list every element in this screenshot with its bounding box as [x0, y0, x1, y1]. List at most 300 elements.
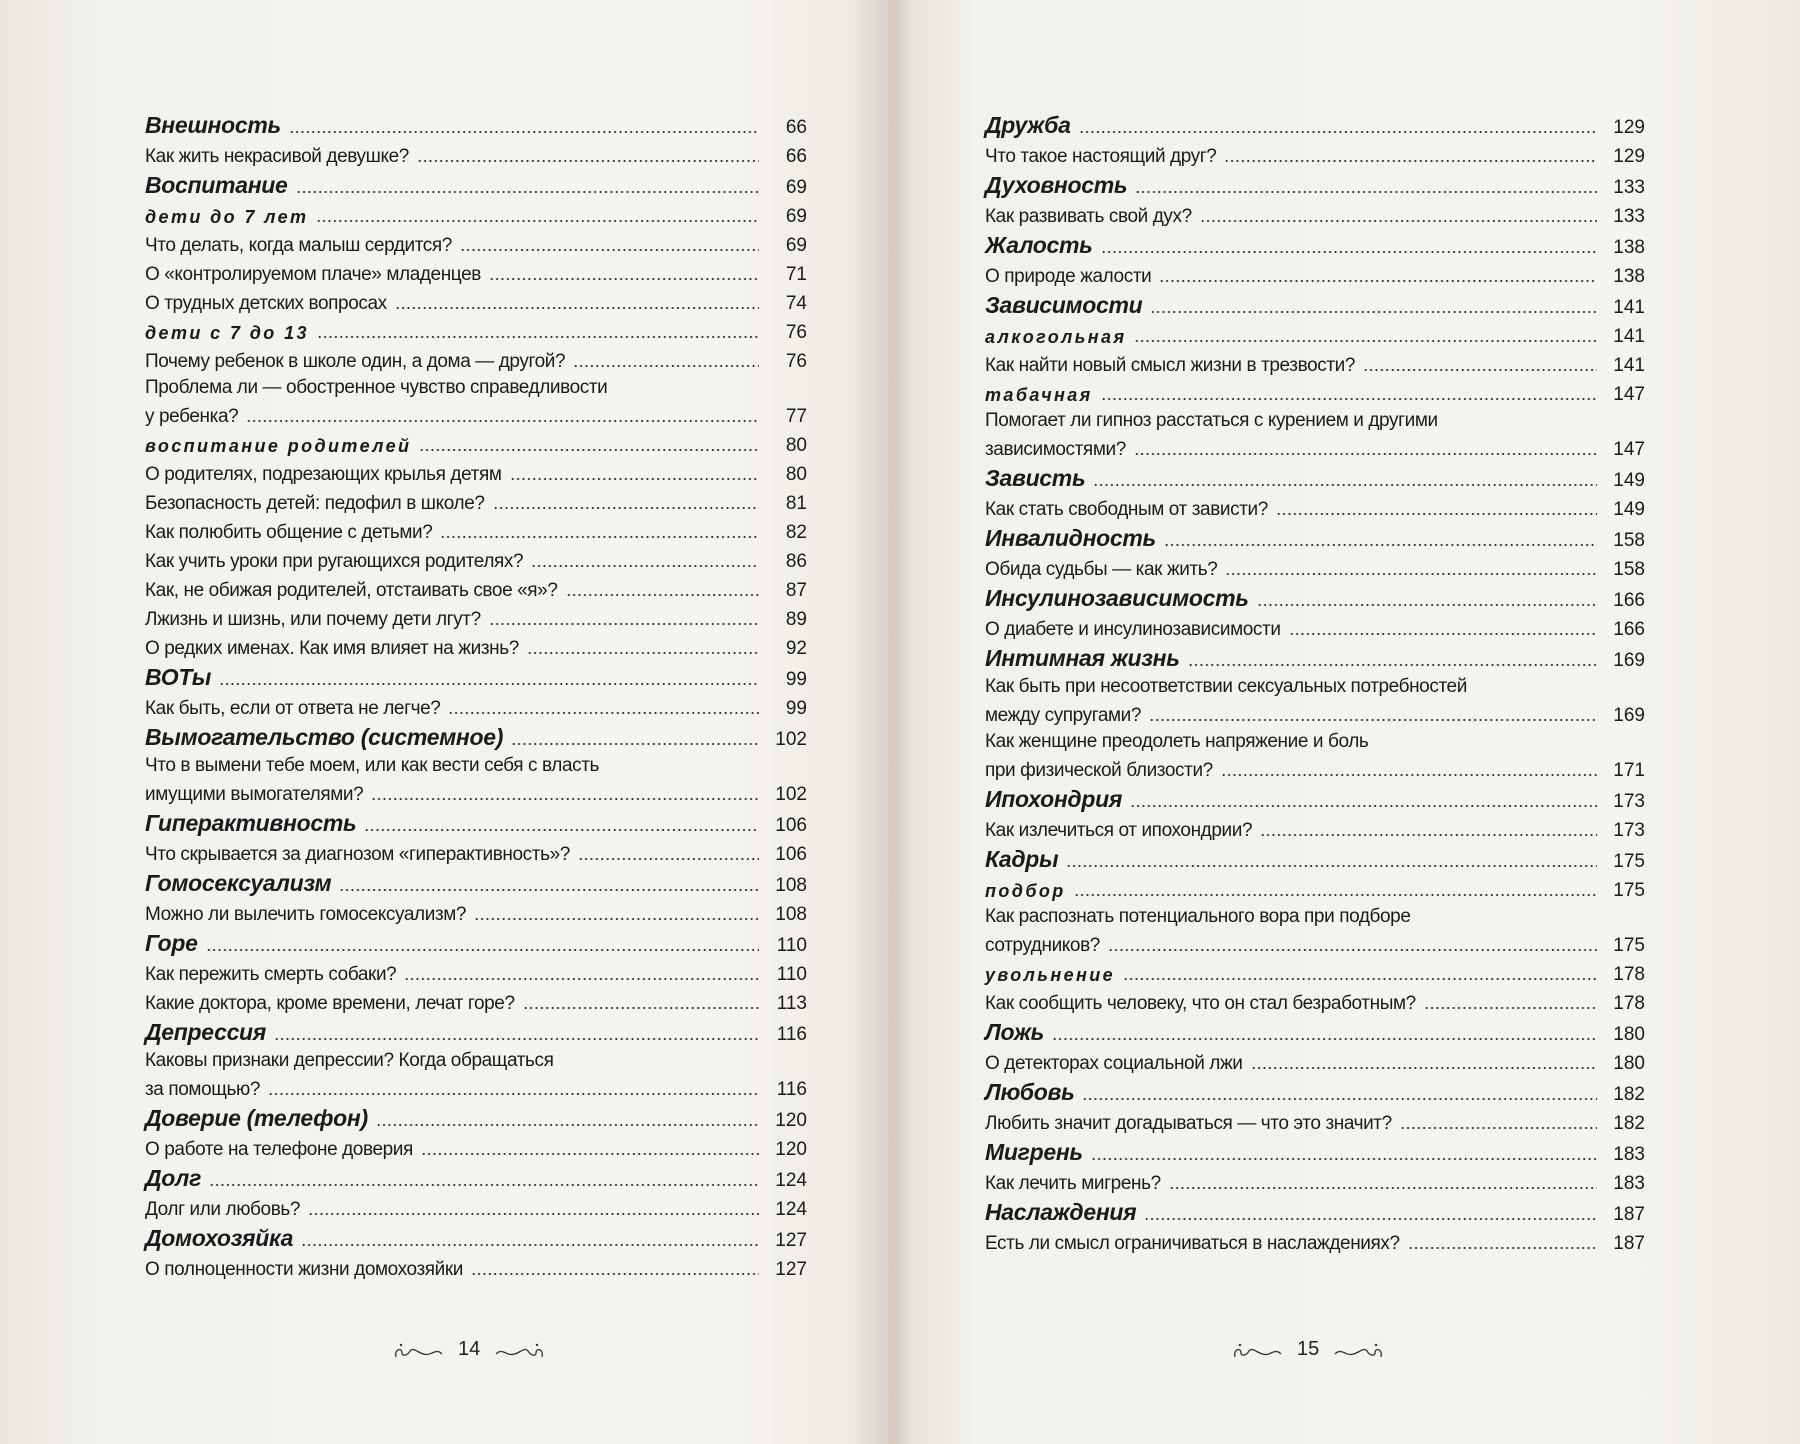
entry-page-number: 82 [785, 522, 807, 543]
dot-leader [511, 742, 759, 746]
entry-page-number: 69 [785, 177, 807, 198]
toc-line [145, 573, 807, 602]
dot-leader [1135, 190, 1597, 194]
entry-page-number: 124 [775, 1199, 807, 1220]
toc-line [145, 602, 807, 631]
toc-line [145, 1161, 807, 1192]
entry-page-number: 138 [1613, 266, 1645, 287]
dot-leader [510, 477, 760, 481]
entry-page-number: 102 [775, 784, 807, 805]
toc-heading [145, 660, 807, 691]
entry-title: Как стать свободным от зависти? [985, 499, 1268, 520]
entry-page-number: 183 [1613, 1144, 1645, 1165]
entry-title: Доверие (телефон) [145, 1105, 368, 1131]
toc-line [145, 631, 807, 660]
toc-line [145, 866, 807, 897]
toc-line [985, 199, 1645, 228]
entry-title: алкогольная [985, 327, 1127, 347]
entry-page-number: 120 [775, 1110, 807, 1131]
toc-subheading [145, 315, 807, 344]
dot-leader [339, 888, 759, 892]
toc-heading [985, 521, 1645, 552]
dot-leader [1149, 718, 1597, 722]
entry-page-number: 182 [1613, 1084, 1645, 1105]
toc-item [985, 813, 1645, 842]
entry-page-number: 147 [1613, 439, 1645, 460]
toc-line [985, 782, 1645, 813]
dot-leader [316, 219, 759, 223]
entry-title: Ложь [985, 1019, 1044, 1045]
entry-title: Можно ли вылечить гомосексуализм? [145, 904, 467, 925]
toc-item [145, 344, 807, 373]
entry-title: Как сообщить человеку, что он стал безработным? [985, 993, 1416, 1014]
toc-line [985, 1195, 1645, 1226]
dot-leader [246, 419, 759, 423]
entry-page-number: 116 [776, 1024, 807, 1045]
toc-line [145, 1101, 807, 1132]
entry-page-number: 74 [785, 293, 807, 314]
toc-item [985, 727, 1645, 782]
toc-heading [145, 168, 807, 199]
toc-item [985, 492, 1645, 521]
entry-title: Как, не обижая родителей, отстаивать свое «я»? [145, 580, 558, 601]
dot-leader [1074, 893, 1597, 897]
dot-leader [364, 828, 759, 832]
entry-title: Зависимости [985, 292, 1143, 318]
entry-title: Как найти новый смысл жизни в трезвости? [985, 355, 1356, 376]
entry-page-number: 158 [1613, 530, 1645, 551]
toc-subheading [985, 377, 1645, 406]
entry-title: Как излечиться от ипохондрии? [985, 820, 1253, 841]
dot-leader [1134, 452, 1597, 456]
toc-item [985, 348, 1645, 377]
dot-leader [209, 1183, 759, 1187]
toc-heading [145, 108, 807, 139]
toc-line [985, 1106, 1645, 1135]
entry-title: за помощью? [145, 1079, 260, 1100]
toc-line [985, 1166, 1645, 1195]
dot-leader [448, 711, 759, 715]
dot-leader [1101, 397, 1597, 401]
toc-line [985, 288, 1645, 319]
dot-leader [1144, 1217, 1597, 1221]
entry-title: О природе жалости [985, 266, 1152, 287]
dot-leader [566, 593, 759, 597]
dot-leader [371, 797, 759, 801]
toc-line [985, 1075, 1645, 1106]
toc-item [985, 1166, 1645, 1195]
entry-page-number: 149 [1613, 470, 1645, 491]
dot-leader [1123, 977, 1597, 981]
entry-page-number: 183 [1613, 1173, 1645, 1194]
entry-title: О работе на телефоне доверия [145, 1139, 413, 1160]
toc-heading [985, 1135, 1645, 1166]
toc-heading [145, 1101, 807, 1132]
entry-title: Каковы признаки депрессии? Когда обращаться [145, 1050, 554, 1071]
toc-item [985, 259, 1645, 288]
dot-leader [1159, 279, 1597, 283]
dot-leader [1082, 1097, 1597, 1101]
dot-leader [1276, 512, 1597, 516]
toc-item [145, 837, 807, 866]
entry-title: О редких именах. Как имя влияет на жизнь? [145, 638, 519, 659]
dot-leader [1134, 339, 1597, 343]
entry-title: Как развивать свой дух? [985, 206, 1192, 227]
toc-item [145, 544, 807, 573]
entry-page-number: 71 [785, 264, 807, 285]
entry-page-number: 108 [775, 875, 807, 896]
toc-line [145, 344, 807, 373]
dot-leader [317, 335, 759, 339]
entry-page-number: 129 [1613, 117, 1645, 138]
toc-line [985, 957, 1645, 986]
ornament-left-icon [392, 1339, 444, 1361]
entry-page-number: 66 [785, 117, 807, 138]
toc-line [985, 319, 1645, 348]
dot-leader [1169, 1186, 1597, 1190]
entry-title: Инвалидность [985, 525, 1156, 551]
dot-leader [308, 1212, 759, 1216]
toc-line [985, 928, 1645, 957]
toc-heading [145, 720, 807, 751]
toc-line [145, 108, 807, 139]
dot-leader [404, 977, 759, 981]
toc-item [985, 902, 1645, 957]
right-page-folio [1231, 1338, 1385, 1361]
entry-page-number: 76 [785, 322, 807, 343]
entry-title: при физической близости? [985, 760, 1213, 781]
toc-item [145, 228, 807, 257]
dot-leader [1091, 1157, 1597, 1161]
toc-line [985, 228, 1645, 259]
entry-title: Как полюбить общение с детьми? [145, 522, 433, 543]
entry-title: Горе [145, 930, 198, 956]
toc-line [985, 461, 1645, 492]
entry-page-number: 133 [1613, 177, 1645, 198]
toc-line [985, 873, 1645, 902]
dot-leader [395, 306, 759, 310]
toc-item [145, 486, 807, 515]
entry-page-number: 106 [775, 844, 807, 865]
entry-page-number: 129 [1613, 146, 1645, 167]
entry-page-number: 138 [1613, 237, 1645, 258]
toc-item [985, 612, 1645, 641]
dot-leader [1101, 250, 1597, 254]
toc-heading [145, 1221, 807, 1252]
dot-leader [1408, 1246, 1597, 1250]
entry-page-number: 108 [775, 904, 807, 925]
toc-line [985, 168, 1645, 199]
toc-heading [985, 1195, 1645, 1226]
dot-leader [296, 190, 759, 194]
toc-line [985, 348, 1645, 377]
toc-item [985, 199, 1645, 228]
toc-line [145, 777, 807, 806]
dot-leader [460, 248, 759, 252]
toc-line [145, 228, 807, 257]
entry-title: Любить значит догадываться — что это значит? [985, 1113, 1392, 1134]
dot-leader [1079, 130, 1597, 134]
entry-page-number: 127 [775, 1230, 807, 1251]
entry-page-number: 180 [1613, 1053, 1645, 1074]
toc-line [145, 1252, 807, 1281]
toc-heading [985, 641, 1645, 672]
entry-page-number: 102 [775, 729, 807, 750]
entry-page-number: 173 [1613, 820, 1645, 841]
toc-item [145, 1192, 807, 1221]
dot-leader [1289, 632, 1597, 636]
entry-page-number: 166 [1613, 619, 1645, 640]
entry-page-number: 158 [1613, 559, 1645, 580]
ornament-left-icon [1231, 1339, 1283, 1361]
entry-title: Что такое настоящий друг? [985, 146, 1217, 167]
dot-leader [440, 535, 759, 539]
dot-leader [578, 857, 759, 861]
entry-page-number: 169 [1613, 705, 1645, 726]
dot-leader [489, 622, 759, 626]
toc-item [985, 1046, 1645, 1075]
entry-page-number: 187 [1613, 1204, 1645, 1225]
entry-page-number: 116 [776, 1079, 807, 1100]
toc-heading [985, 108, 1645, 139]
left-page-folio [392, 1338, 546, 1361]
entry-page-number: 166 [1613, 590, 1645, 611]
toc-line [985, 641, 1645, 672]
entry-page-number: 182 [1613, 1113, 1645, 1134]
toc-item [145, 897, 807, 926]
left-page-contents [145, 108, 807, 1281]
entry-title: у ребенка? [145, 406, 239, 427]
entry-page-number: 87 [785, 580, 807, 601]
entry-page-number: 175 [1613, 880, 1645, 901]
entry-page-number: 178 [1613, 964, 1645, 985]
entry-title: Инсулинозависимость [985, 585, 1249, 611]
entry-title: О полноценности жизни домохозяйки [145, 1259, 463, 1280]
toc-item [985, 672, 1645, 727]
dot-leader [527, 651, 759, 655]
entry-title: Обида судьбы — как жить? [985, 559, 1218, 580]
dot-leader [493, 506, 759, 510]
entry-title: Долг [145, 1165, 202, 1191]
entry-title: Долг или любовь? [145, 1199, 301, 1220]
toc-item [145, 986, 807, 1015]
toc-line [145, 897, 807, 926]
dot-leader [1400, 1126, 1597, 1130]
entry-page-number: 120 [775, 1139, 807, 1160]
entry-page-number: 133 [1613, 206, 1645, 227]
toc-line [985, 581, 1645, 612]
toc-item [145, 286, 807, 315]
toc-line [985, 492, 1645, 521]
entry-page-number: 81 [785, 493, 807, 514]
entry-title: Дружба [985, 112, 1071, 138]
entry-title: увольнение [985, 965, 1116, 985]
toc-line [145, 837, 807, 866]
toc-line [145, 806, 807, 837]
dot-leader [1188, 663, 1597, 667]
toc-line [985, 612, 1645, 641]
toc-item [985, 139, 1645, 168]
entry-title: Как учить уроки при ругающихся родителях? [145, 551, 524, 572]
dot-leader [376, 1123, 759, 1127]
entry-title: Внешность [145, 112, 281, 138]
page-number: 15 [1297, 1338, 1320, 1360]
toc-item [145, 515, 807, 544]
toc-item [145, 257, 807, 286]
entry-title: табачная [985, 385, 1093, 405]
toc-subheading [145, 428, 807, 457]
entry-title: Что в вымени тебе моем, или как вести себя с власть [145, 755, 600, 776]
entry-title: Как распознать потенциального вора при подборе [985, 906, 1411, 927]
entry-title: дети с 7 до 13 [145, 323, 309, 343]
entry-page-number: 171 [1613, 760, 1645, 781]
toc-item [145, 457, 807, 486]
toc-line [145, 1015, 807, 1046]
toc-item [145, 573, 807, 602]
entry-title: Жалость [985, 232, 1093, 258]
book-gutter [889, 0, 895, 1444]
toc-line [985, 108, 1645, 139]
entry-page-number: 141 [1613, 355, 1645, 376]
entry-page-number: 187 [1613, 1233, 1645, 1254]
toc-heading [985, 461, 1645, 492]
toc-subheading [985, 873, 1645, 902]
toc-item [145, 602, 807, 631]
toc-line [145, 515, 807, 544]
entry-title: имущими вымогателями? [145, 784, 364, 805]
entry-page-number: 69 [785, 206, 807, 227]
entry-title: Вымогательство (системное) [145, 724, 504, 750]
dot-leader [1130, 804, 1597, 808]
entry-title: Помогает ли гипноз расстаться с курением и другими [985, 410, 1438, 431]
toc-line [145, 691, 807, 720]
toc-line [145, 399, 807, 428]
entry-title: О трудных детских вопросах [145, 293, 387, 314]
toc-line [985, 753, 1645, 782]
dot-leader [274, 1037, 759, 1041]
toc-item [145, 139, 807, 168]
toc-heading [985, 1015, 1645, 1046]
entry-title: Домохозяйка [145, 1225, 294, 1251]
right-page-contents [985, 108, 1645, 1255]
entry-title: Гиперактивность [145, 810, 357, 836]
dot-leader [1108, 948, 1597, 952]
dot-leader [1257, 603, 1597, 607]
dot-leader [573, 364, 759, 368]
toc-line [145, 986, 807, 1015]
entry-title: дети до 7 лет [145, 207, 309, 227]
entry-page-number: 124 [775, 1170, 807, 1191]
toc-heading [985, 581, 1645, 612]
entry-page-number: 99 [785, 669, 807, 690]
toc-line [145, 315, 807, 344]
entry-title: Почему ребенок в школе один, а дома — другой? [145, 351, 566, 372]
toc-line [985, 521, 1645, 552]
entry-page-number: 99 [785, 698, 807, 719]
entry-page-number: 169 [1613, 650, 1645, 671]
entry-page-number: 80 [785, 435, 807, 456]
toc-item [985, 552, 1645, 581]
toc-item [985, 986, 1645, 1015]
dot-leader [489, 277, 759, 281]
toc-item [985, 406, 1645, 461]
entry-title: Духовность [985, 172, 1128, 198]
toc-line [985, 986, 1645, 1015]
toc-line [985, 698, 1645, 727]
toc-line [985, 672, 1645, 698]
toc-line [145, 544, 807, 573]
entry-title: зависимостями? [985, 439, 1126, 460]
entry-page-number: 175 [1613, 935, 1645, 956]
toc-item [145, 631, 807, 660]
dot-leader [531, 564, 759, 568]
toc-heading [145, 806, 807, 837]
dot-leader [1260, 833, 1597, 837]
toc-line [145, 286, 807, 315]
toc-item [985, 1106, 1645, 1135]
entry-title: между супругами? [985, 705, 1142, 726]
entry-title: Наслаждения [985, 1199, 1137, 1225]
toc-line [985, 727, 1645, 753]
entry-page-number: 110 [776, 935, 807, 956]
dot-leader [1225, 572, 1597, 576]
entry-title: Лжизнь и шизнь, или почему дети лгут? [145, 609, 481, 630]
toc-line [145, 957, 807, 986]
entry-title: Безопасность детей: педофил в школе? [145, 493, 485, 514]
entry-page-number: 178 [1613, 993, 1645, 1014]
toc-line [145, 720, 807, 751]
toc-heading [985, 782, 1645, 813]
toc-line [985, 1226, 1645, 1255]
entry-title: воспитание родителей [145, 436, 412, 456]
entry-title: Интимная жизнь [985, 645, 1180, 671]
toc-item [145, 957, 807, 986]
entry-title: подбор [985, 881, 1066, 901]
toc-line [145, 1192, 807, 1221]
toc-subheading [985, 319, 1645, 348]
dot-leader [1251, 1066, 1597, 1070]
toc-line [145, 486, 807, 515]
entry-title: Проблема ли — обостренное чувство справедливости [145, 377, 608, 398]
entry-title: Зависть [985, 465, 1086, 491]
entry-title: О детекторах социальной лжи [985, 1053, 1243, 1074]
dot-leader [206, 948, 759, 952]
toc-line [985, 139, 1645, 168]
dot-leader [268, 1092, 759, 1096]
toc-line [145, 428, 807, 457]
entry-title: Любовь [985, 1079, 1075, 1105]
dot-leader [474, 917, 759, 921]
entry-title: О «контролируемом плаче» младенцев [145, 264, 481, 285]
entry-title: Как женщине преодолеть напряжение и боль [985, 731, 1369, 752]
toc-line [145, 139, 807, 168]
toc-line [145, 1072, 807, 1101]
entry-page-number: 175 [1613, 851, 1645, 872]
dot-leader [1424, 1006, 1597, 1010]
entry-page-number: 106 [775, 815, 807, 836]
toc-heading [145, 1161, 807, 1192]
entry-page-number: 127 [775, 1259, 807, 1280]
toc-line [985, 259, 1645, 288]
toc-line [985, 1015, 1645, 1046]
entry-page-number: 110 [776, 964, 807, 985]
toc-heading [985, 168, 1645, 199]
entry-title: Как пережить смерть собаки? [145, 964, 397, 985]
entry-title: Мигрень [985, 1139, 1083, 1165]
dot-leader [419, 448, 759, 452]
dot-leader [1093, 483, 1597, 487]
dot-leader [301, 1243, 759, 1247]
